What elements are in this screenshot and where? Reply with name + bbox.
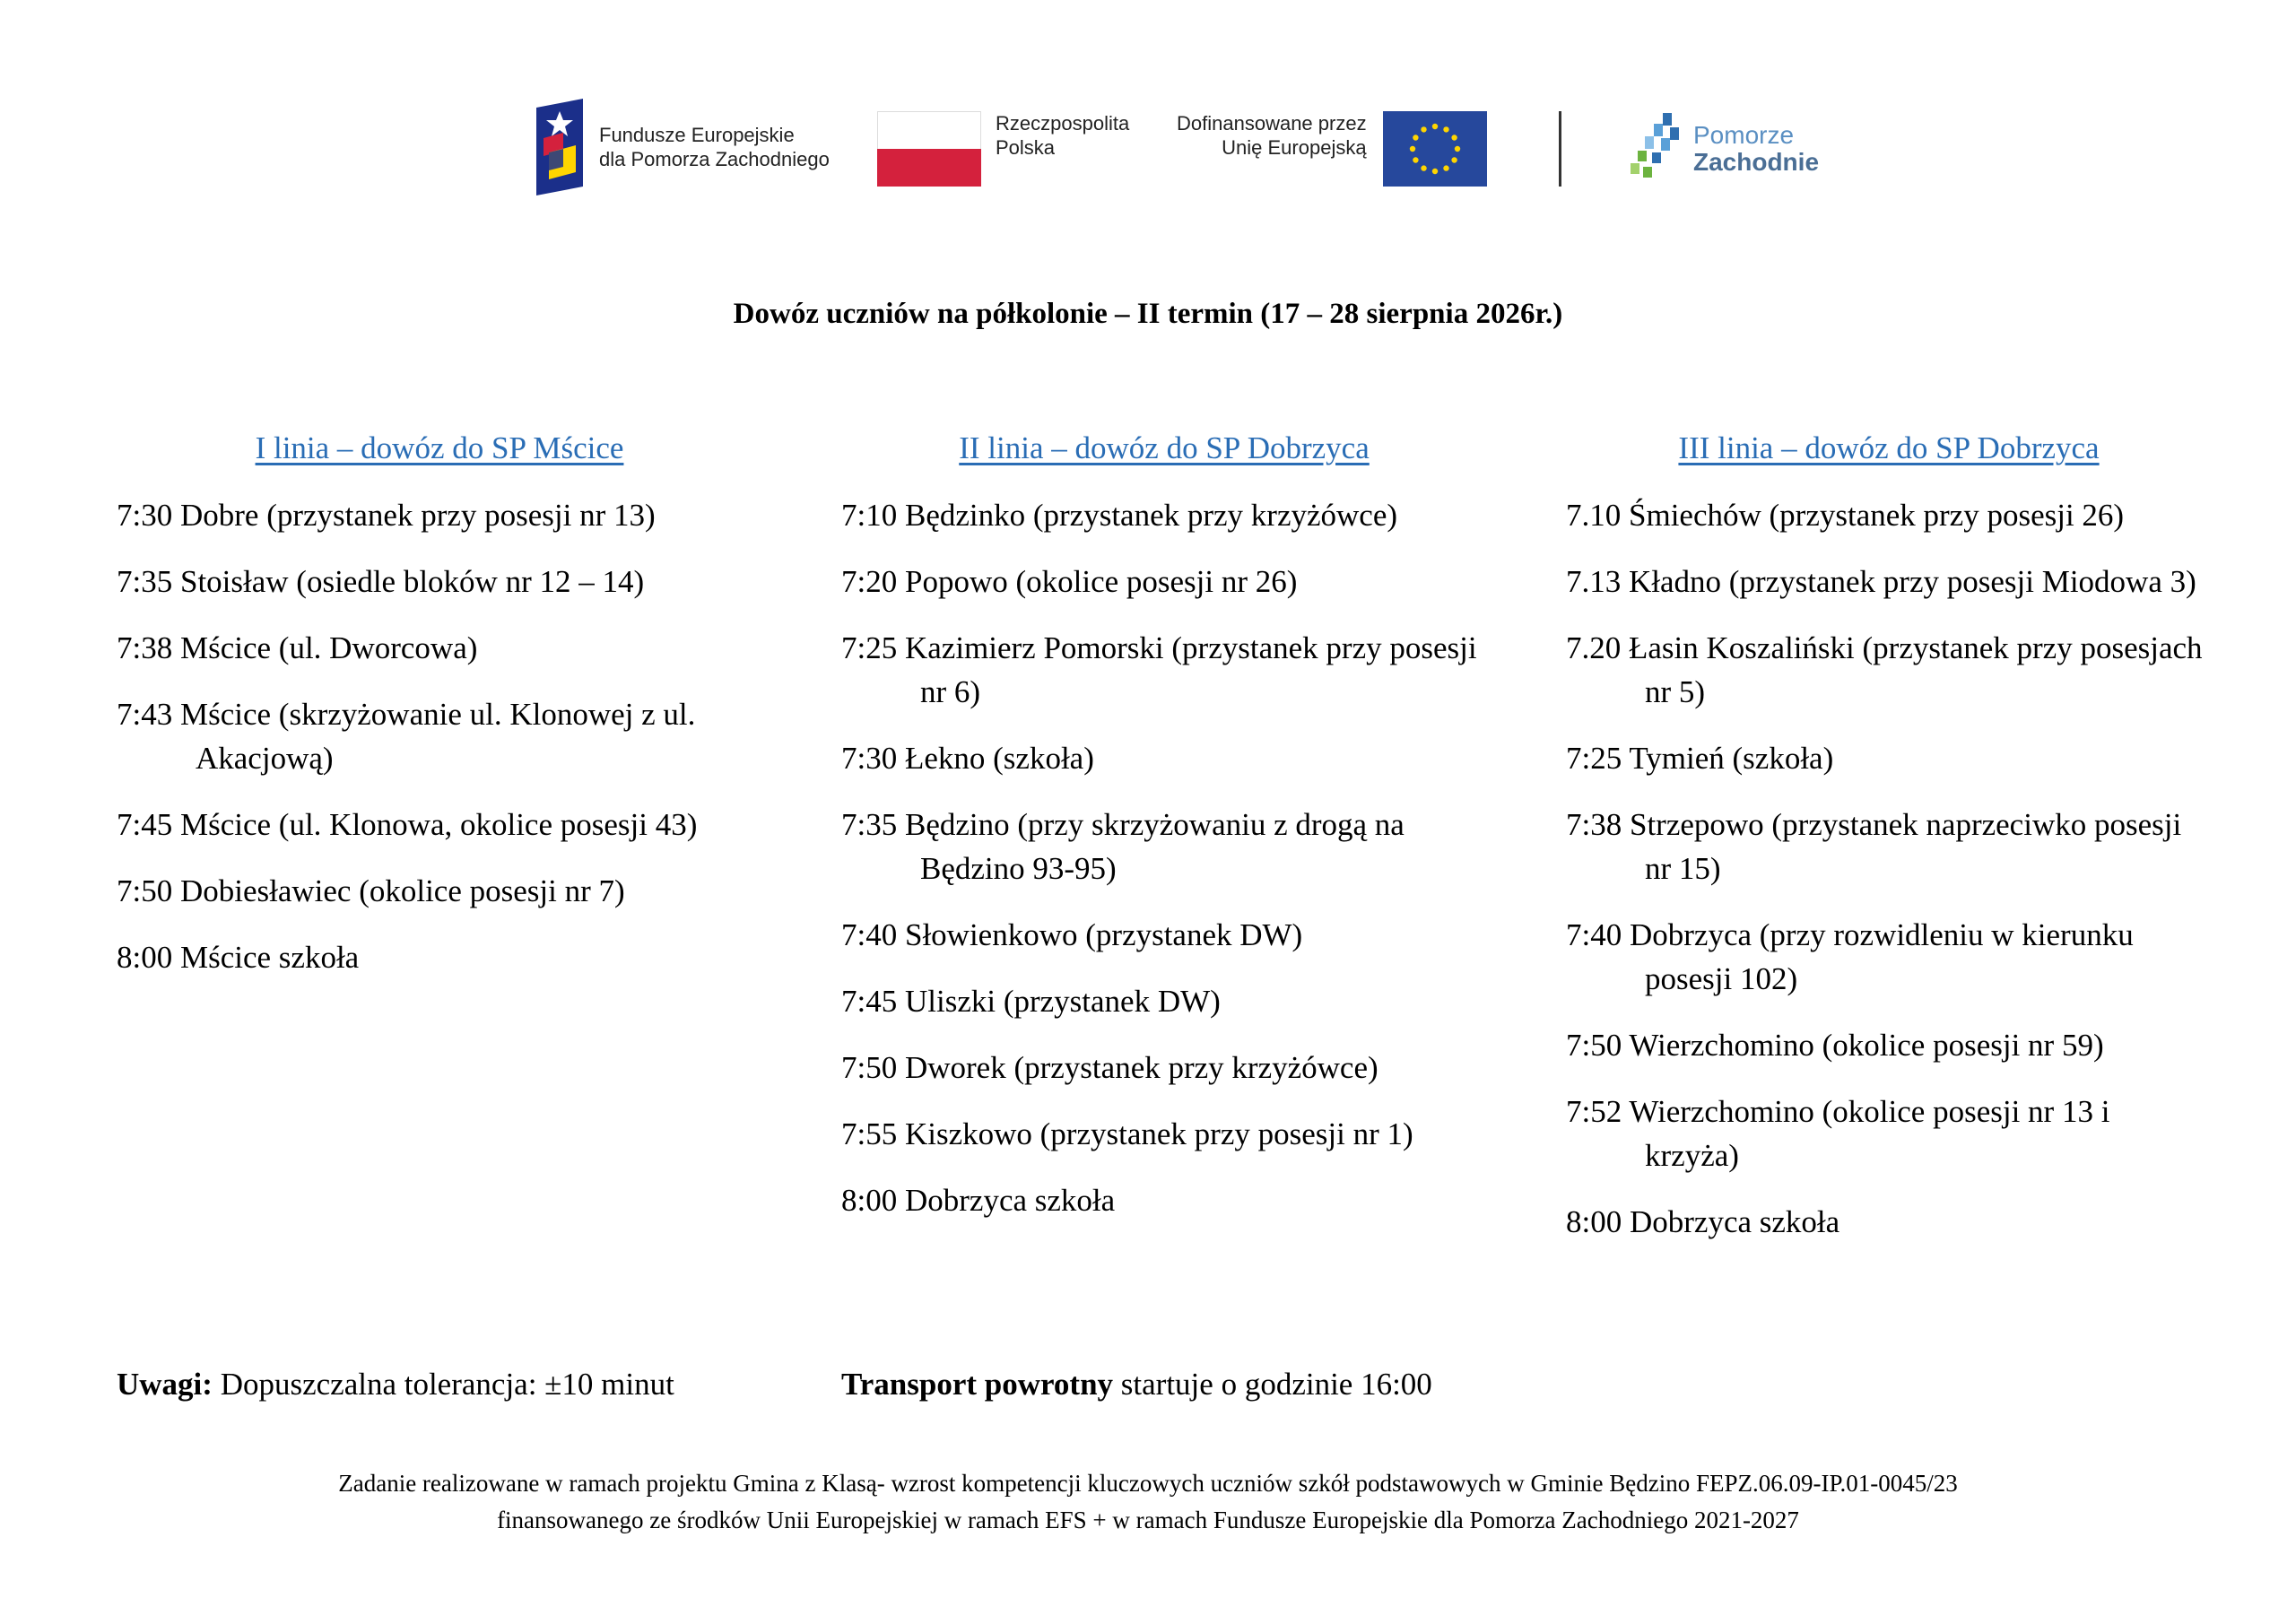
schedule-entry: 7:52 Wierzchomino (okolice posesji nr 13 i krzyża) [1566,1094,2110,1173]
entry-list [117,493,762,979]
schedule-entry: 8:00 Mścice szkoła [117,940,360,975]
column-line-3 [1566,427,2212,1266]
schedule-entry: 7:20 Popowo (okolice posesji nr 26) [841,564,1298,599]
column-heading[interactable]: I linia – dowóz do SP Mścice [255,430,624,465]
pz-line2: Zachodnie [1693,148,1820,176]
entry-list [1566,493,2212,1244]
column-heading[interactable]: III linia – dowóz do SP Dobrzyca [1678,430,2100,465]
schedule-entry: 7:50 Wierzchomino (okolice posesji nr 59) [1566,1028,2104,1063]
polish-flag-icon [877,111,981,187]
column-line-2 [841,427,1487,1245]
footer-line-2: finansowanego ze środków Unii Europejskiej w ramach EFS + w ramach Fundusze Europejskie dla Pomorza Zachodniego 2021-2027 [497,1507,1799,1533]
schedule-entry: 7:40 Słowienkowo (przystanek DW) [841,917,1303,952]
eu-logo-text: Dofinansowane przez Unię Europejską [1177,112,1367,159]
schedule-entry: 7.10 Śmiechów (przystanek przy posesji 26) [1566,498,2125,533]
rp-logo-text: Rzeczpospolita Polska [996,112,1130,159]
entry-list [841,493,1487,1222]
rp-logo [877,111,1129,187]
schedule-entry: 7:38 Strzepowo (przystanek naprzeciwko posesji nr 15) [1566,807,2182,886]
return-label: Transport powrotny [841,1367,1114,1402]
schedule-entry: 7:43 Mścice (skrzyżowanie ul. Klonowej z ul. Akacjową) [117,697,696,776]
pz-line1: Pomorze [1693,121,1795,149]
schedule-entry: 7:55 Kiszkowo (przystanek przy posesji nr 1) [841,1116,1413,1151]
schedule-entry: 7:38 Mścice (ul. Dworcowa) [117,630,478,665]
fe-emblem-icon [536,99,583,195]
schedule-entry: 7:25 Kazimierz Pomorski (przystanek przy posesji nr 6) [841,630,1477,709]
schedule-entry: 7:50 Dworek (przystanek przy krzyżówce) [841,1050,1378,1085]
notes-label: Uwagi: [117,1367,213,1402]
schedule-entry: 7:50 Dobiesławiec (okolice posesji nr 7) [117,873,625,908]
schedule-entry: 7:40 Dobrzyca (przy rozwidleniu w kierunku posesji 102) [1566,917,2134,996]
schedule-entry: 7:25 Tymień (szkoła) [1566,741,1834,776]
pz-logo-text [1693,122,1819,176]
page-title: Dowóz uczniów na półkolonie – II termin (17 – 28 sierpnia 2026r.) [733,298,1563,330]
notes-return-transport [841,1363,1432,1406]
schedule-entry: 8:00 Dobrzyca szkoła [1566,1204,1840,1239]
logo-divider [1559,111,1561,187]
schedule-entry: 7.13 Kładno (przystanek przy posesji Miodowa 3) [1566,564,2196,599]
notes-text: Dopuszczalna tolerancja: ±10 minut [212,1367,674,1402]
schedule-entry: 7:45 Uliszki (przystanek DW) [841,984,1221,1019]
schedule-entry: 7:10 Będzinko (przystanek przy krzyżówce) [841,498,1398,533]
fe-logo-text: Fundusze Europejskie dla Pomorza Zachodniego [599,124,830,170]
eu-logo [1177,111,1487,187]
eu-flag-icon [1383,111,1487,187]
pz-logo [1627,111,1819,187]
footer-line-1: Zadanie realizowane w ramach projektu Gmina z Klasą- wzrost kompetencji kluczowych uczniów szkół podstawowych w Gminie Będzino FEPZ.06.09-IP.01-0045/23 [338,1470,1958,1497]
column-heading[interactable]: II linia – dowóz do SP Dobrzyca [959,430,1370,465]
return-text: startuje o godzinie 16:00 [1113,1367,1432,1402]
schedule-entry: 7:30 Dobre (przystanek przy posesji nr 13) [117,498,656,533]
column-line-1 [117,427,762,1002]
schedule-entry: 7:35 Będzino (przy skrzyżowaniu z drogą na Będzino 93-95) [841,807,1405,886]
notes-tolerance [117,1363,674,1406]
logo-bar [0,99,2296,206]
schedule-entry: 7:30 Łekno (szkoła) [841,741,1094,776]
schedule-entry: 7:35 Stoisław (osiedle bloków nr 12 – 14) [117,564,645,599]
pz-emblem-icon [1627,111,1686,187]
schedule-entry: 7.20 Łasin Koszaliński (przystanek przy posesjach nr 5) [1566,630,2203,709]
footer [0,1465,2296,1539]
schedule-entry: 7:45 Mścice (ul. Klonowa, okolice posesji 43) [117,807,698,842]
fe-logo [536,99,830,195]
schedule-entry: 8:00 Dobrzyca szkoła [841,1183,1116,1218]
